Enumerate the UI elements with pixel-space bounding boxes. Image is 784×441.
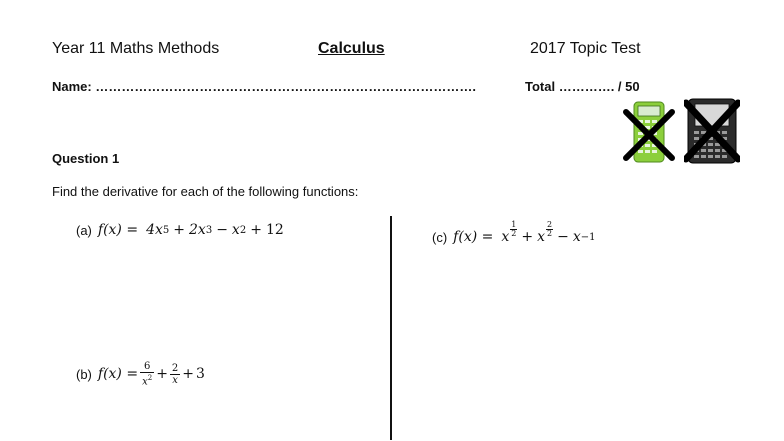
part-c-label: (c): [432, 229, 448, 245]
part-c-term1-exp-num: 1: [511, 219, 517, 229]
part-a-term3: x: [231, 222, 240, 238]
topic-title: Calculus: [318, 40, 385, 57]
part-b-fraction2-den-var: x: [172, 374, 178, 386]
part-a-term2: 2x: [189, 222, 206, 238]
part-a-term4: 12: [265, 222, 284, 238]
name-line: Name: …………………………………………………………………………….: [52, 79, 476, 94]
part-b-op1: +: [156, 366, 168, 382]
course-title: Year 11 Maths Methods: [52, 40, 220, 57]
part-b-fraction1: [140, 361, 154, 387]
part-c-op2: −: [557, 229, 569, 245]
part-a-term1: 4x: [146, 222, 163, 238]
part-b-op2: +: [182, 366, 195, 382]
part-a-op1: +: [173, 222, 185, 238]
part-b-term3: 3: [196, 366, 205, 382]
total-line: Total …………. / 50: [525, 79, 640, 94]
part-a-op3: +: [250, 222, 262, 238]
part-c-term1-exp: [510, 221, 517, 238]
part-a-expression: [76, 219, 284, 241]
part-c-term2: x: [537, 229, 545, 245]
column-divider: [390, 216, 392, 440]
part-b-fraction1-den-exp: 2: [147, 373, 153, 382]
part-b-fraction1-den: [140, 372, 154, 387]
graphics-calculator-crossed-icon: [684, 97, 740, 165]
part-c-term2-exp: [546, 221, 553, 238]
scientific-calculator-crossed-icon: [622, 100, 676, 164]
question-instruction: Find the derivative for each of the following functions:: [52, 184, 359, 199]
part-a-lhs: f(x) =: [97, 222, 139, 238]
part-b-fraction1-den-base: x: [142, 376, 148, 388]
part-b-fraction2-den: [170, 374, 180, 386]
part-b-expression: [76, 357, 205, 391]
part-b-lhs: f(x) =: [97, 366, 139, 382]
part-c-op1: +: [521, 229, 534, 245]
part-a-term3-exp: 2: [239, 224, 247, 236]
part-a-term1-exp: 5: [162, 224, 170, 236]
part-c-term3-exp: −1: [580, 231, 596, 243]
test-title: 2017 Topic Test: [530, 40, 641, 57]
part-a-term2-exp: 3: [205, 224, 213, 236]
part-b-fraction1-num: 6: [143, 360, 151, 372]
part-a-label: (a): [76, 222, 92, 238]
part-c-term3: x: [572, 229, 581, 245]
part-b-fraction2-num: 2: [171, 362, 179, 374]
part-c-term2-exp-den: 2: [547, 228, 553, 238]
part-b-label: (b): [76, 366, 92, 382]
part-a-op2: −: [216, 222, 228, 238]
part-c-lhs: f(x) =: [453, 229, 494, 245]
part-c-term1: x: [501, 229, 510, 245]
part-c-expression: [432, 219, 596, 250]
part-c-term1-exp-den: 2: [511, 228, 517, 238]
part-b-fraction2: [170, 363, 180, 386]
question-title: Question 1: [52, 151, 120, 166]
part-c-term2-exp-num: 2: [547, 219, 553, 229]
